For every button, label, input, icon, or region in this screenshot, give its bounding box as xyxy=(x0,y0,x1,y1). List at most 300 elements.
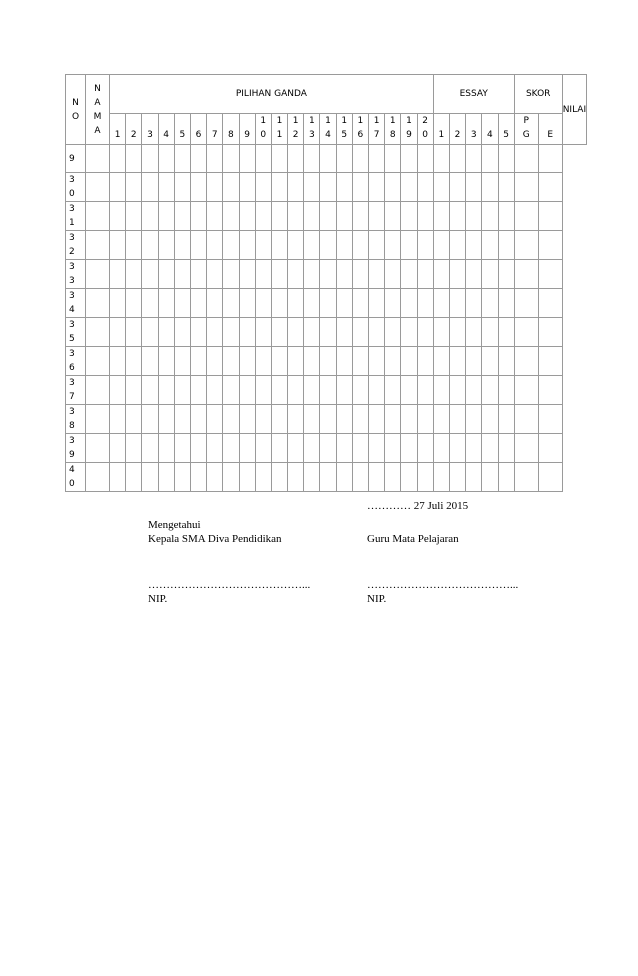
score-cell[interactable] xyxy=(190,260,206,289)
score-cell[interactable] xyxy=(466,173,482,202)
score-cell[interactable] xyxy=(498,376,514,405)
score-cell[interactable] xyxy=(369,463,385,492)
score-cell[interactable] xyxy=(369,405,385,434)
score-cell[interactable] xyxy=(320,463,336,492)
score-cell[interactable] xyxy=(466,376,482,405)
score-cell[interactable] xyxy=(223,434,239,463)
score-cell[interactable] xyxy=(239,231,255,260)
score-cell[interactable] xyxy=(514,405,538,434)
score-cell[interactable] xyxy=(158,202,174,231)
score-cell[interactable] xyxy=(239,318,255,347)
score-cell[interactable] xyxy=(433,202,449,231)
score-cell[interactable] xyxy=(142,318,158,347)
score-cell[interactable] xyxy=(482,376,498,405)
score-cell[interactable] xyxy=(110,434,126,463)
score-cell[interactable] xyxy=(223,145,239,173)
score-cell[interactable] xyxy=(110,260,126,289)
score-cell[interactable] xyxy=(514,231,538,260)
score-cell[interactable] xyxy=(498,318,514,347)
score-cell[interactable] xyxy=(126,463,142,492)
score-cell[interactable] xyxy=(498,173,514,202)
score-cell[interactable] xyxy=(385,260,401,289)
score-cell[interactable] xyxy=(255,318,271,347)
score-cell[interactable] xyxy=(288,318,304,347)
score-cell[interactable] xyxy=(401,202,417,231)
score-cell[interactable] xyxy=(304,202,320,231)
score-cell[interactable] xyxy=(417,231,433,260)
score-cell[interactable] xyxy=(110,231,126,260)
score-cell[interactable] xyxy=(174,318,190,347)
score-cell[interactable] xyxy=(538,173,562,202)
score-cell[interactable] xyxy=(110,376,126,405)
score-cell[interactable] xyxy=(482,318,498,347)
score-cell[interactable] xyxy=(538,231,562,260)
score-cell[interactable] xyxy=(352,145,368,173)
score-cell[interactable] xyxy=(385,405,401,434)
score-cell[interactable] xyxy=(369,376,385,405)
score-cell[interactable] xyxy=(538,318,562,347)
score-cell[interactable] xyxy=(433,260,449,289)
score-cell[interactable] xyxy=(417,347,433,376)
score-cell[interactable] xyxy=(466,289,482,318)
score-cell[interactable] xyxy=(401,318,417,347)
score-cell[interactable] xyxy=(255,434,271,463)
score-cell[interactable] xyxy=(466,145,482,173)
score-cell[interactable] xyxy=(336,145,352,173)
score-cell[interactable] xyxy=(352,318,368,347)
score-cell[interactable] xyxy=(110,318,126,347)
score-cell[interactable] xyxy=(239,202,255,231)
score-cell[interactable] xyxy=(320,318,336,347)
score-cell[interactable] xyxy=(271,376,287,405)
score-cell[interactable] xyxy=(449,434,465,463)
score-cell[interactable] xyxy=(110,463,126,492)
score-cell[interactable] xyxy=(288,231,304,260)
score-cell[interactable] xyxy=(514,434,538,463)
score-cell[interactable] xyxy=(449,347,465,376)
score-cell[interactable] xyxy=(320,173,336,202)
score-cell[interactable] xyxy=(336,463,352,492)
score-cell[interactable] xyxy=(369,145,385,173)
score-cell[interactable] xyxy=(207,231,223,260)
score-cell[interactable] xyxy=(514,173,538,202)
score-cell[interactable] xyxy=(482,434,498,463)
score-cell[interactable] xyxy=(498,463,514,492)
score-cell[interactable] xyxy=(449,145,465,173)
score-cell[interactable] xyxy=(433,434,449,463)
score-cell[interactable] xyxy=(255,463,271,492)
score-cell[interactable] xyxy=(369,434,385,463)
score-cell[interactable] xyxy=(174,145,190,173)
score-cell[interactable] xyxy=(466,260,482,289)
score-cell[interactable] xyxy=(417,318,433,347)
score-cell[interactable] xyxy=(482,260,498,289)
score-cell[interactable] xyxy=(401,145,417,173)
score-cell[interactable] xyxy=(142,434,158,463)
score-cell[interactable] xyxy=(401,231,417,260)
score-cell[interactable] xyxy=(433,376,449,405)
score-cell[interactable] xyxy=(126,376,142,405)
score-cell[interactable] xyxy=(158,347,174,376)
score-cell[interactable] xyxy=(514,260,538,289)
score-cell[interactable] xyxy=(271,318,287,347)
score-cell[interactable] xyxy=(207,405,223,434)
score-cell[interactable] xyxy=(207,347,223,376)
score-cell[interactable] xyxy=(190,145,206,173)
score-cell[interactable] xyxy=(304,463,320,492)
score-cell[interactable] xyxy=(369,260,385,289)
score-cell[interactable] xyxy=(401,405,417,434)
score-cell[interactable] xyxy=(466,405,482,434)
score-cell[interactable] xyxy=(174,289,190,318)
score-cell[interactable] xyxy=(417,289,433,318)
score-cell[interactable] xyxy=(369,231,385,260)
score-cell[interactable] xyxy=(86,376,110,405)
score-cell[interactable] xyxy=(538,376,562,405)
score-cell[interactable] xyxy=(271,260,287,289)
score-cell[interactable] xyxy=(304,173,320,202)
score-cell[interactable] xyxy=(433,173,449,202)
score-cell[interactable] xyxy=(417,145,433,173)
score-cell[interactable] xyxy=(126,347,142,376)
score-cell[interactable] xyxy=(126,260,142,289)
score-cell[interactable] xyxy=(498,231,514,260)
score-cell[interactable] xyxy=(110,405,126,434)
score-cell[interactable] xyxy=(110,145,126,173)
score-cell[interactable] xyxy=(207,463,223,492)
score-cell[interactable] xyxy=(466,202,482,231)
score-cell[interactable] xyxy=(369,318,385,347)
score-cell[interactable] xyxy=(514,318,538,347)
score-cell[interactable] xyxy=(239,347,255,376)
score-cell[interactable] xyxy=(417,260,433,289)
score-cell[interactable] xyxy=(288,289,304,318)
score-cell[interactable] xyxy=(369,202,385,231)
score-cell[interactable] xyxy=(498,405,514,434)
score-cell[interactable] xyxy=(466,347,482,376)
score-cell[interactable] xyxy=(482,289,498,318)
score-cell[interactable] xyxy=(110,347,126,376)
score-cell[interactable] xyxy=(401,260,417,289)
score-cell[interactable] xyxy=(142,289,158,318)
score-cell[interactable] xyxy=(174,405,190,434)
score-cell[interactable] xyxy=(538,145,562,173)
score-cell[interactable] xyxy=(288,405,304,434)
score-cell[interactable] xyxy=(352,434,368,463)
score-cell[interactable] xyxy=(417,202,433,231)
score-cell[interactable] xyxy=(449,202,465,231)
score-cell[interactable] xyxy=(223,202,239,231)
score-cell[interactable] xyxy=(190,202,206,231)
score-cell[interactable] xyxy=(514,202,538,231)
score-cell[interactable] xyxy=(433,463,449,492)
score-cell[interactable] xyxy=(304,145,320,173)
score-cell[interactable] xyxy=(190,231,206,260)
score-cell[interactable] xyxy=(223,318,239,347)
score-cell[interactable] xyxy=(498,289,514,318)
score-cell[interactable] xyxy=(207,202,223,231)
score-cell[interactable] xyxy=(336,231,352,260)
score-cell[interactable] xyxy=(417,463,433,492)
score-cell[interactable] xyxy=(255,405,271,434)
score-cell[interactable] xyxy=(369,173,385,202)
score-cell[interactable] xyxy=(288,173,304,202)
score-cell[interactable] xyxy=(223,376,239,405)
score-cell[interactable] xyxy=(126,231,142,260)
score-cell[interactable] xyxy=(207,434,223,463)
score-cell[interactable] xyxy=(433,318,449,347)
score-cell[interactable] xyxy=(336,202,352,231)
score-cell[interactable] xyxy=(255,202,271,231)
score-cell[interactable] xyxy=(482,173,498,202)
score-cell[interactable] xyxy=(142,260,158,289)
score-cell[interactable] xyxy=(158,318,174,347)
score-cell[interactable] xyxy=(336,376,352,405)
score-cell[interactable] xyxy=(158,173,174,202)
score-cell[interactable] xyxy=(538,347,562,376)
score-cell[interactable] xyxy=(271,405,287,434)
score-cell[interactable] xyxy=(514,463,538,492)
score-cell[interactable] xyxy=(271,231,287,260)
score-cell[interactable] xyxy=(126,289,142,318)
score-cell[interactable] xyxy=(498,202,514,231)
score-cell[interactable] xyxy=(239,173,255,202)
score-cell[interactable] xyxy=(158,463,174,492)
score-cell[interactable] xyxy=(304,405,320,434)
score-cell[interactable] xyxy=(304,434,320,463)
score-cell[interactable] xyxy=(142,202,158,231)
score-cell[interactable] xyxy=(466,434,482,463)
score-cell[interactable] xyxy=(336,260,352,289)
score-cell[interactable] xyxy=(126,173,142,202)
score-cell[interactable] xyxy=(86,318,110,347)
score-cell[interactable] xyxy=(352,376,368,405)
score-cell[interactable] xyxy=(304,289,320,318)
score-cell[interactable] xyxy=(288,202,304,231)
score-cell[interactable] xyxy=(271,173,287,202)
score-cell[interactable] xyxy=(86,434,110,463)
score-cell[interactable] xyxy=(239,289,255,318)
score-cell[interactable] xyxy=(336,405,352,434)
score-cell[interactable] xyxy=(158,289,174,318)
score-cell[interactable] xyxy=(207,260,223,289)
score-cell[interactable] xyxy=(514,145,538,173)
score-cell[interactable] xyxy=(466,231,482,260)
score-cell[interactable] xyxy=(255,289,271,318)
score-cell[interactable] xyxy=(86,145,110,173)
score-cell[interactable] xyxy=(482,405,498,434)
score-cell[interactable] xyxy=(207,289,223,318)
score-cell[interactable] xyxy=(538,434,562,463)
score-cell[interactable] xyxy=(352,289,368,318)
score-cell[interactable] xyxy=(223,405,239,434)
score-cell[interactable] xyxy=(239,405,255,434)
score-cell[interactable] xyxy=(385,347,401,376)
score-cell[interactable] xyxy=(401,434,417,463)
score-cell[interactable] xyxy=(158,231,174,260)
score-cell[interactable] xyxy=(449,463,465,492)
score-cell[interactable] xyxy=(320,434,336,463)
score-cell[interactable] xyxy=(288,376,304,405)
score-cell[interactable] xyxy=(352,173,368,202)
score-cell[interactable] xyxy=(158,145,174,173)
score-cell[interactable] xyxy=(174,376,190,405)
score-cell[interactable] xyxy=(320,405,336,434)
score-cell[interactable] xyxy=(126,434,142,463)
score-cell[interactable] xyxy=(158,405,174,434)
score-cell[interactable] xyxy=(466,463,482,492)
score-cell[interactable] xyxy=(449,376,465,405)
score-cell[interactable] xyxy=(142,173,158,202)
score-cell[interactable] xyxy=(336,434,352,463)
score-cell[interactable] xyxy=(271,289,287,318)
score-cell[interactable] xyxy=(86,463,110,492)
score-cell[interactable] xyxy=(288,347,304,376)
score-cell[interactable] xyxy=(320,231,336,260)
score-cell[interactable] xyxy=(271,145,287,173)
score-cell[interactable] xyxy=(190,318,206,347)
score-cell[interactable] xyxy=(86,405,110,434)
score-cell[interactable] xyxy=(385,202,401,231)
score-cell[interactable] xyxy=(223,347,239,376)
score-cell[interactable] xyxy=(288,434,304,463)
score-cell[interactable] xyxy=(239,260,255,289)
score-cell[interactable] xyxy=(110,202,126,231)
score-cell[interactable] xyxy=(174,260,190,289)
score-cell[interactable] xyxy=(86,347,110,376)
score-cell[interactable] xyxy=(207,376,223,405)
score-cell[interactable] xyxy=(466,318,482,347)
score-cell[interactable] xyxy=(255,347,271,376)
score-cell[interactable] xyxy=(158,260,174,289)
score-cell[interactable] xyxy=(385,173,401,202)
score-cell[interactable] xyxy=(158,434,174,463)
score-cell[interactable] xyxy=(190,347,206,376)
score-cell[interactable] xyxy=(86,231,110,260)
score-cell[interactable] xyxy=(142,347,158,376)
score-cell[interactable] xyxy=(401,173,417,202)
score-cell[interactable] xyxy=(482,463,498,492)
score-cell[interactable] xyxy=(304,260,320,289)
score-cell[interactable] xyxy=(255,376,271,405)
score-cell[interactable] xyxy=(433,289,449,318)
score-cell[interactable] xyxy=(336,173,352,202)
score-cell[interactable] xyxy=(352,202,368,231)
score-cell[interactable] xyxy=(498,260,514,289)
score-cell[interactable] xyxy=(190,289,206,318)
score-cell[interactable] xyxy=(174,463,190,492)
score-cell[interactable] xyxy=(401,347,417,376)
score-cell[interactable] xyxy=(255,145,271,173)
score-cell[interactable] xyxy=(110,173,126,202)
score-cell[interactable] xyxy=(158,376,174,405)
score-cell[interactable] xyxy=(514,376,538,405)
score-cell[interactable] xyxy=(433,405,449,434)
score-cell[interactable] xyxy=(482,202,498,231)
score-cell[interactable] xyxy=(369,289,385,318)
score-cell[interactable] xyxy=(538,463,562,492)
score-cell[interactable] xyxy=(142,145,158,173)
score-cell[interactable] xyxy=(255,260,271,289)
score-cell[interactable] xyxy=(271,434,287,463)
score-cell[interactable] xyxy=(304,347,320,376)
score-cell[interactable] xyxy=(239,145,255,173)
score-cell[interactable] xyxy=(271,347,287,376)
score-cell[interactable] xyxy=(142,463,158,492)
score-cell[interactable] xyxy=(304,318,320,347)
score-cell[interactable] xyxy=(190,173,206,202)
score-cell[interactable] xyxy=(514,347,538,376)
score-cell[interactable] xyxy=(271,202,287,231)
score-cell[interactable] xyxy=(336,347,352,376)
score-cell[interactable] xyxy=(385,231,401,260)
score-cell[interactable] xyxy=(174,434,190,463)
score-cell[interactable] xyxy=(288,260,304,289)
score-cell[interactable] xyxy=(223,173,239,202)
score-cell[interactable] xyxy=(401,289,417,318)
score-cell[interactable] xyxy=(385,463,401,492)
score-cell[interactable] xyxy=(190,376,206,405)
score-cell[interactable] xyxy=(417,173,433,202)
score-cell[interactable] xyxy=(385,434,401,463)
score-cell[interactable] xyxy=(142,376,158,405)
score-cell[interactable] xyxy=(86,260,110,289)
score-cell[interactable] xyxy=(223,260,239,289)
score-cell[interactable] xyxy=(449,260,465,289)
score-cell[interactable] xyxy=(336,318,352,347)
score-cell[interactable] xyxy=(239,463,255,492)
score-cell[interactable] xyxy=(449,405,465,434)
score-cell[interactable] xyxy=(401,463,417,492)
score-cell[interactable] xyxy=(255,173,271,202)
score-cell[interactable] xyxy=(174,231,190,260)
score-cell[interactable] xyxy=(190,463,206,492)
score-cell[interactable] xyxy=(498,347,514,376)
score-cell[interactable] xyxy=(385,376,401,405)
score-cell[interactable] xyxy=(352,405,368,434)
score-cell[interactable] xyxy=(417,376,433,405)
score-cell[interactable] xyxy=(433,145,449,173)
score-cell[interactable] xyxy=(86,289,110,318)
score-cell[interactable] xyxy=(352,347,368,376)
score-cell[interactable] xyxy=(304,231,320,260)
score-cell[interactable] xyxy=(288,145,304,173)
score-cell[interactable] xyxy=(142,231,158,260)
score-cell[interactable] xyxy=(223,231,239,260)
score-cell[interactable] xyxy=(174,347,190,376)
score-cell[interactable] xyxy=(538,202,562,231)
score-cell[interactable] xyxy=(207,173,223,202)
score-cell[interactable] xyxy=(207,318,223,347)
score-cell[interactable] xyxy=(514,289,538,318)
score-cell[interactable] xyxy=(498,145,514,173)
score-cell[interactable] xyxy=(538,289,562,318)
score-cell[interactable] xyxy=(449,289,465,318)
score-cell[interactable] xyxy=(174,173,190,202)
score-cell[interactable] xyxy=(320,145,336,173)
score-cell[interactable] xyxy=(304,376,320,405)
score-cell[interactable] xyxy=(498,434,514,463)
score-cell[interactable] xyxy=(433,231,449,260)
score-cell[interactable] xyxy=(126,318,142,347)
score-cell[interactable] xyxy=(223,289,239,318)
score-cell[interactable] xyxy=(385,289,401,318)
score-cell[interactable] xyxy=(271,463,287,492)
score-cell[interactable] xyxy=(190,405,206,434)
score-cell[interactable] xyxy=(110,289,126,318)
score-cell[interactable] xyxy=(369,347,385,376)
score-cell[interactable] xyxy=(352,463,368,492)
